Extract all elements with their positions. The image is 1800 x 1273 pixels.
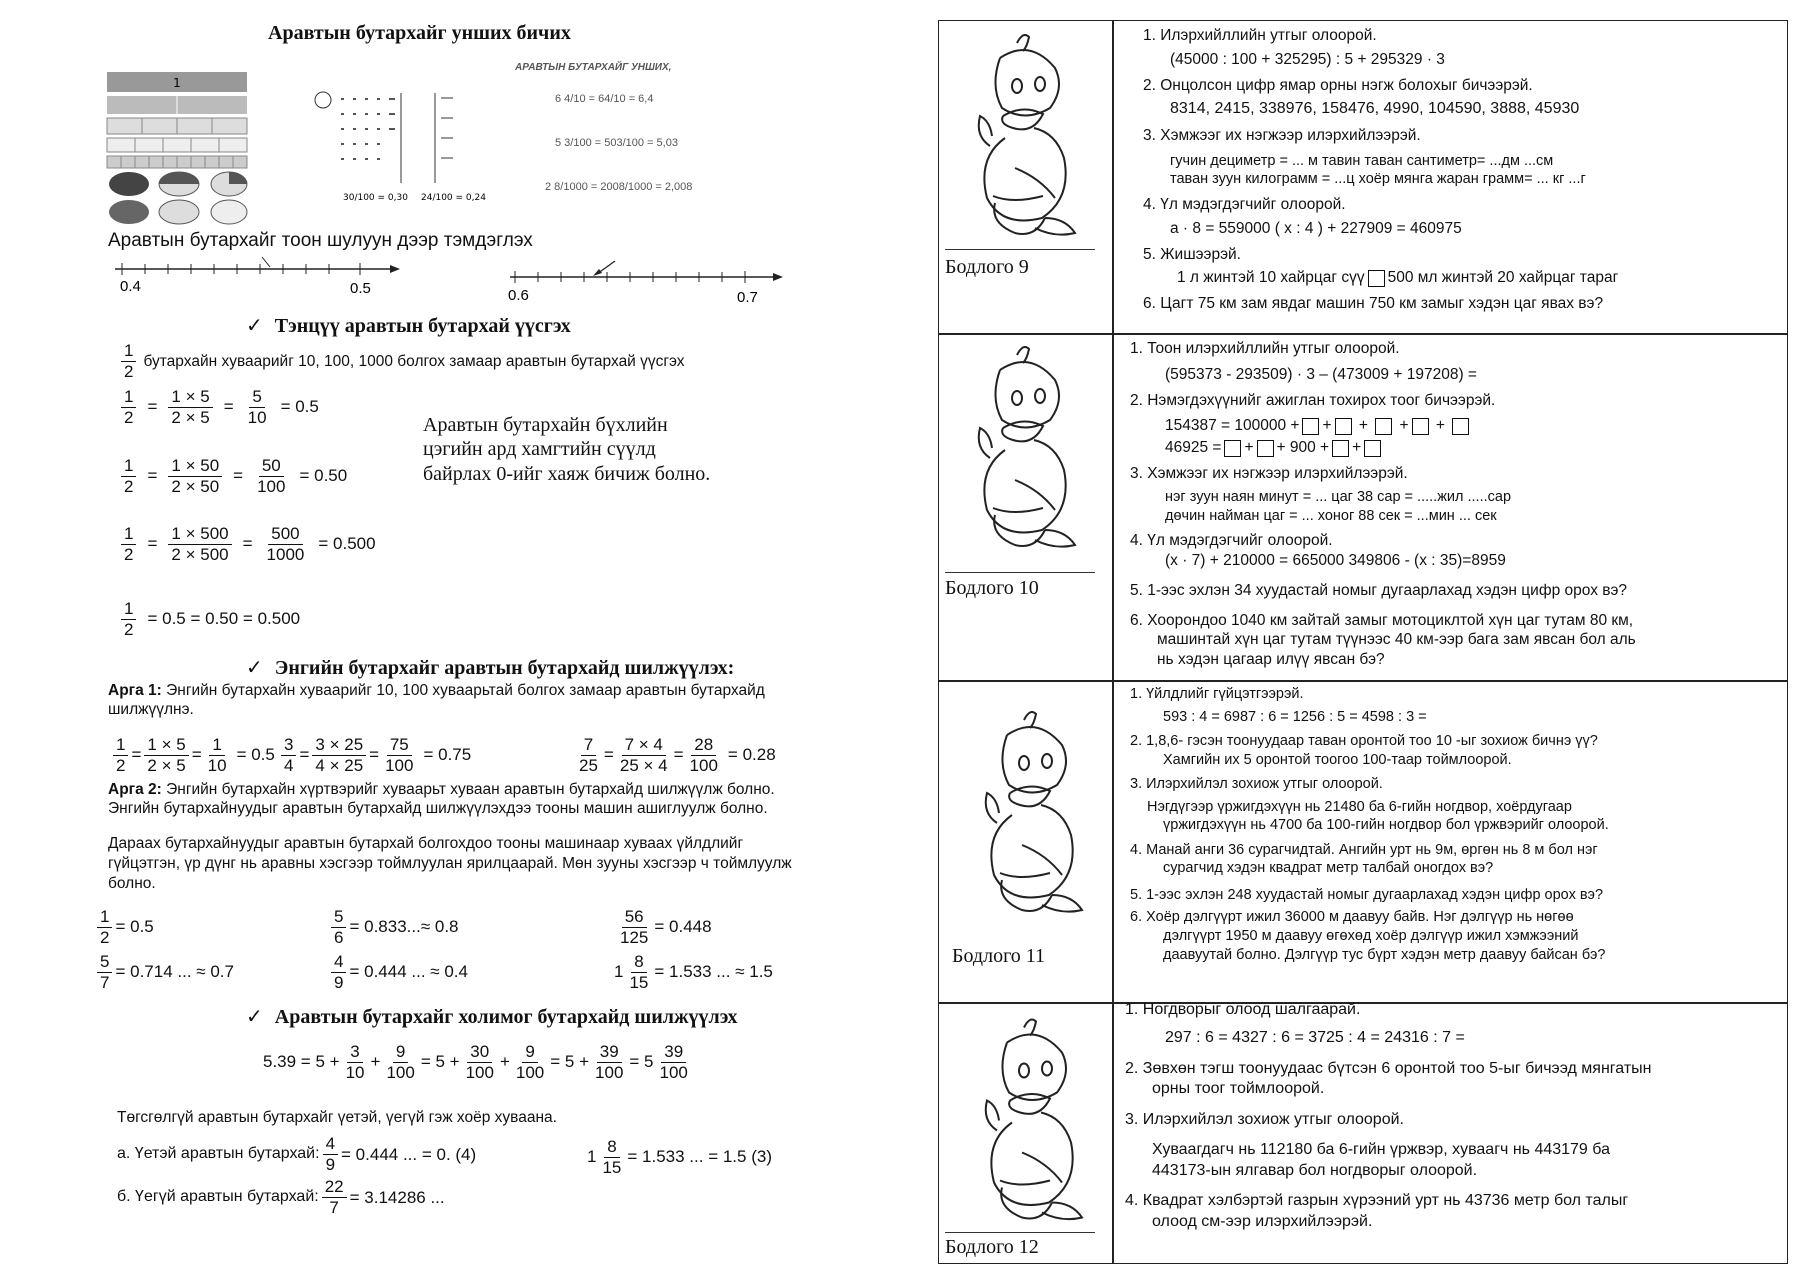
compare-box	[1368, 270, 1385, 287]
duck-icon	[962, 1010, 1102, 1230]
problem-12: 1. Ногдворыг олоод шалгаарай. 297 : 6 = 4327 : 6 = 3725 : 4 = 24316 : 7 = 2. Зөвхөн тэгш тоонуудаас бүтсэн 6 оронтой тоо 5-ыг бичээд мянгатын орны тоог тоймлоорой. 3. Илэрхийлэл зохиож утгыг олоорой. Хуваагдагч нь 112180 ба 6-гийн үржвэр, хуваагч нь 443179 ба 443173-ын ялгавар бол ногдворыг олоорой. 4. Квадрат хэлбэртэй газрын хүрээний урт нь 43736 метр бол талыг олоод см-ээр илэрхийлээрэй.	[1125, 1001, 1652, 1230]
calculator-text: Дараах бутархайнуудыг аравтын бутархай болгохдоо тооны машинаар хуваах үйлдлийг гүйцэтгэн, үр дүнг нь аравны хэсгээр тоймлуулан ярилцаарай. Мөн зууны хэсгээр ч тоймлуулж болно.	[108, 835, 792, 893]
problem-10: 1. Тоон илэрхийллийн утгыг олоорой. (595373 - 293509) · 3 – (473009 + 197208) = 2. Нэмэгдэхүүнийг ажиглан тохирох тоог бичээрэй. 154387 = 100000 + + + + + 46925 = + + 900 + + 3. Хэмжээг их нэгжээр илэрхийлээрэй. нэг зуун наян минут = ... цаг 38 сар = .....жил .....сар дөчин найман цаг = ... хоног 88 сек = ...мин ... сек 4. Үл мэдэгдэгчийг олоорой. (х · 7) + 210000 = 665000 349806 - (х : 35)=8959 5. 1-ээс эхлэн 34 хуудастай номыг дугаарлахад хэдэн цифр орох вэ? 6. Хоорондоо 1040 км зайтай замыг мотоциклтой хүн цаг тутам 80 км, машинтай хүн цаг тутам түүнээс 40 км-ээр бага зам явсан бол аль нь хэдэн цагаар илүү явсан бэ?	[1130, 340, 1636, 669]
duck-icon	[962, 690, 1102, 935]
check-icon: ✓	[246, 655, 263, 679]
grid-b-label: 24/100 = 0,24	[421, 193, 486, 203]
title-numberline: Аравтын бутархайг тоон шулуун дээр тэмдэглэх	[108, 230, 533, 251]
problem-label: Бодлого 12	[945, 1236, 1039, 1258]
grid-a-label: 30/100 = 0,30	[343, 193, 408, 203]
calc-example: $\frac{5}{6}$ = 0.833...≈ 0.8	[328, 908, 459, 947]
reading-example-2: 5 3/100 = 503/100 = 5,03	[555, 137, 678, 149]
fraction-one-half: $\frac{1}{2}$	[121, 342, 136, 381]
nl1-start: 0.4	[120, 278, 141, 295]
calc-example: $\frac{4}{9}$ = 0.444 ... ≈ 0.4	[328, 953, 468, 992]
periodic-decimal-row: а. Үетэй аравтын бутархай: $\frac{4}{9}$ = 0.444 ... = 0. (4)	[117, 1134, 477, 1174]
method1-example: $\frac{3}{4}$ = $\frac{3 \times 25}{4 \times 25}$ = $\frac{75}{100}$ = 0.75	[278, 736, 471, 775]
bar-whole-label: 1	[173, 76, 181, 90]
problem-label: Бодлого 11	[952, 945, 1046, 967]
nl1-end: 0.5	[350, 280, 371, 297]
calc-example: $\frac{56}{125}$ = 0.448	[620, 907, 712, 947]
calc-example: $\frac{1}{2}$ = 0.5	[94, 908, 154, 947]
equal-summary: $\frac{1}{2}$ = 0.5 = 0.50 = 0.500	[118, 600, 300, 639]
decimal-grid-figure	[313, 88, 486, 213]
problem-label: Бодлого 10	[945, 577, 1039, 599]
nl2-end: 0.7	[737, 289, 758, 306]
method1-example: $\frac{1}{2}$ = $\frac{1 \times 5}{2 \times 5}$ = $\frac{1}{10}$ = 0.5	[110, 736, 275, 775]
reading-figure-label: АРАВТЫН БУТАРХАЙГ УНШИХ,	[515, 62, 672, 73]
equal-row: $\frac{1}{2}$ = $\frac{1 \times 5}{2 \times 5}$ = $\frac{5}{10}$ = 0.5	[118, 388, 319, 427]
check-icon: ✓	[246, 1004, 263, 1028]
method1-example: $\frac{7}{25}$ = $\frac{7 \times 4}{25 \times 4}$ = $\frac{28}{100}$ = 0.28	[579, 735, 776, 775]
check-icon: ✓	[246, 313, 263, 337]
method1-text: Арга 1: Энгийн бутархайн хуваарийг 10, 100 хуваарьтай болгох замаар аравтын бутархайд шилжүүлнэ.	[108, 682, 765, 719]
periodic-decimal-row-2: 1 $\frac{8}{15}$ = 1.533 ... = 1.5 (3)	[587, 1137, 772, 1177]
calc-example: 1 $\frac{8}{15}$ = 1.533 ... ≈ 1.5	[614, 952, 773, 992]
fraction-bars-figure	[107, 72, 250, 228]
number-line-1	[110, 255, 400, 300]
title-reading: Аравтын бутархайг унших бичих	[268, 22, 571, 44]
duck-icon	[955, 340, 1095, 555]
reading-examples-figure	[515, 62, 740, 222]
trailing-zero-note: Аравтын бутархайн бүхлийн цэгийн ард хамгтийн сүүлд байрлах 0-ийг хаяж бичиж болно.	[423, 414, 711, 485]
reading-example-3: 2 8/1000 = 2008/1000 = 2,008	[545, 181, 693, 193]
infinite-decimal-intro: Төгсгөлгүй аравтын бутархайг үетэй, үегүй гэж хоёр хуваана.	[117, 1109, 557, 1126]
table-divider	[1112, 20, 1114, 1264]
calc-example: $\frac{5}{7}$ = 0.714 ... ≈ 0.7	[94, 953, 234, 992]
problem-9: 1. Илэрхийллийн утгыг олоорой. (45000 : 100 + 325295) : 5 + 295329 · 3 2. Онцолсон цифр ямар орны нэгж болохыг бичээрэй. 8314, 2415, 338976, 158476, 4990, 104590, 3888, 45930 3. Хэмжээг их нэгжээр илэрхийлээрэй. гучин дециметр = ... м тавин таван сантиметр= ...дм ...см таван зуун килограмм = ...ц хоёр мянга жаран грамм= ... кг ...г 4. Үл мэдэгдэгчийг олоорой. а · 8 = 559000 ( х : 4 ) + 227909 = 460975 5. Жишээрэй. 1 л жинтэй 10 хайрцаг сүү 500 мл жинтэй 20 хайрцаг тараг 6. Цагт 75 км зам явдаг машин 750 км замыг хэдэн цаг явах вэ?	[1143, 27, 1619, 313]
table-row-divider	[938, 333, 1788, 335]
duck-icon	[955, 28, 1095, 243]
title-equal-decimals: ✓ Тэнцүү аравтын бутархай үүсгэх	[246, 313, 571, 337]
table-row-divider	[938, 680, 1788, 682]
equal-row: $\frac{1}{2}$ = $\frac{1 \times 50}{2 \times 50}$ = $\frac{50}{100}$ = 0.50	[118, 457, 347, 496]
reading-example-1: 6 4/10 = 64/10 = 6,4	[555, 93, 654, 105]
title-mixed: ✓ Аравтын бутархайг холимог бутархайд шилжүүлэх	[246, 1004, 738, 1028]
nonperiodic-decimal-row: б. Үегүй аравтын бутархай: $\frac{22}{7}$ = 3.14286 ...	[117, 1177, 445, 1217]
problem-label: Бодлого 9	[945, 256, 1029, 278]
problem-11: 1. Үйлдлийг гүйцэтгээрэй. 593 : 4 = 6987 : 6 = 1256 : 5 = 4598 : 3 = 2. 1,8,6- гэсэн тоонуудаар таван оронтой тоо 10 -ыг зохиож бичнэ үү? Хамгийн их 5 оронтой тоогоо 100-таар тоймлоорой. 3. Илэрхийлэл зохиож утгыг олоорой. Нэгдүгээр үржигдэхүүн нь 21480 ба 6-гийн ногдвор, хоёрдугаар үржигдэхүүн нь 4700 ба 100-гийн ногдвор бол үржвэрийг олоорой. 4. Манай анги 36 сурагчидтай. Ангийн урт нь 9м, өргөн нь 8 м бол нэг сурагчид хэдэн квадрат метр талбай оногдох вэ? 5. 1-ээс эхлэн 248 хуудастай номыг дугаарлахад хэдэн цифр орох вэ? 6. Хоёр дэлгүүрт ижил 36000 м даавуу байв. Нэг дэлгүүр нь нөгөө дэлгүүрт 1950 м даавуу өгөхөд хоёр дэлгүүр ижил хэмжээний даавуутай болно. Дэлгүүр тус бүрт хэдэн метр даавуу байсан бэ?	[1130, 686, 1609, 963]
divider	[945, 249, 1095, 250]
equal-intro-text: бутархайн хуваарийг 10, 100, 1000 болгох замаар аравтын бутархай үүсгэх	[143, 352, 685, 370]
divider	[945, 1232, 1095, 1233]
equal-row: $\frac{1}{2}$ = $\frac{1 \times 500}{2 \times 500}$ = $\frac{500}{1000}$ = 0.500	[118, 525, 376, 564]
number-line-2	[505, 255, 785, 306]
divider	[945, 572, 1095, 573]
equal-intro	[118, 342, 685, 381]
mixed-expression: 5.39 = 5 + $\frac{3}{10}$ + $\frac{9}{100}$ = 5 + $\frac{30}{100}$ + $\frac{9}{100}$ = 5 + $\frac{39}{100}$ = 5 $\frac{39}{100}$	[263, 1042, 688, 1082]
title-convert: ✓ Энгийн бутархайг аравтын бутархайд шилжүүлэх:	[246, 655, 735, 679]
nl2-start: 0.6	[508, 287, 529, 304]
method2-text: Арга 2: Энгийн бутархайн хүртвэрийг хуваарьт хуваан аравтын бутархайд шилжүүлж болно. Энгийн бутархайнуудыг аравтын бутархайд шилжүүлэхдээ тооны машин ашиглуулж болно.	[108, 781, 775, 818]
